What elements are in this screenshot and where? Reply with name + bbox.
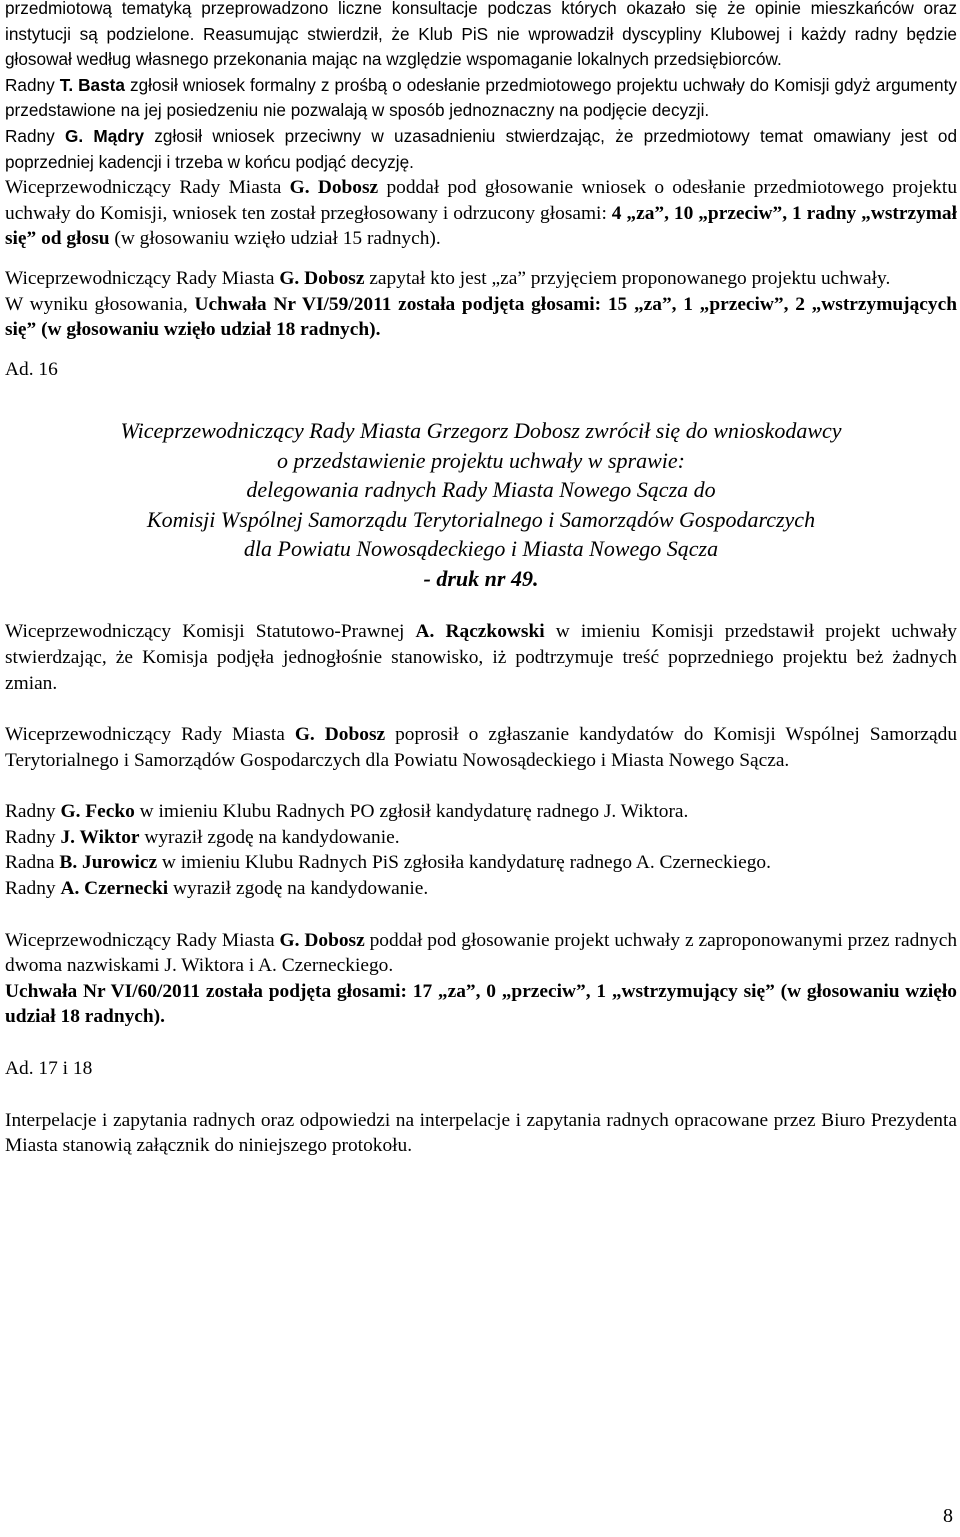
paragraph-jurowicz bbox=[5, 850, 957, 876]
text-pre: W wyniku głosowania, bbox=[5, 293, 195, 315]
page-number: 8 bbox=[943, 1505, 953, 1527]
paragraph-czernecki bbox=[5, 876, 957, 902]
text-pre: Wiceprzewodniczący Rady Miasta bbox=[5, 177, 290, 199]
text-pre: Wiceprzewodniczący Rady Miasta bbox=[5, 267, 280, 289]
councillor-name: J. Wiktor bbox=[60, 826, 140, 848]
text-post: zapytał kto jest „za” przyjęciem proponowanego projektu uchwały. bbox=[364, 267, 891, 289]
paragraph-wiktor bbox=[5, 825, 957, 851]
text-pre: Radny bbox=[5, 125, 65, 146]
heading-line: delegowania radnych Rady Miasta Nowego Sącza do bbox=[246, 477, 716, 503]
paragraph-fecko bbox=[5, 799, 957, 825]
councillor-name: G. Dobosz bbox=[289, 177, 379, 199]
text-pre: Radny bbox=[5, 801, 61, 823]
resolution-result: Uchwała Nr VI/59/2011 została podjęta głosami: 15 „za”, 1 „przeciw”, 2 „wstrzymujących się” (w głosowaniu wzięło udział 18 radnych). bbox=[5, 293, 957, 341]
paragraph-dobosz-vote-project bbox=[5, 928, 957, 979]
text-post: poddał pod głosowanie projekt uchwały z zaproponowanymi przez radnych dwoma nazwiskami J. Wiktora i A. Czerneckiego. bbox=[5, 929, 958, 977]
councillor-name: G. Fecko bbox=[60, 801, 135, 823]
heading-line: Wiceprzewodniczący Rady Miasta Grzegorz Dobosz zwrócił się do wnioskodawcy bbox=[120, 418, 842, 444]
agenda-heading bbox=[5, 416, 957, 593]
text-mid: poddał pod głosowanie wniosek o odesłanie przedmiotowego projektu uchwały do Komisji, wniosek ten został przegłosowany i odrzucony głosami: bbox=[5, 177, 958, 224]
text-post: zgłosił wniosek przeciwny w uzasadnieniu stwierdzając, że przedmiotowy temat omawiany jest od poprzedniej kadencji i trzeba w końcu podjąć decyzję. bbox=[5, 125, 958, 172]
text-post: w imieniu Komisji przedstawił projekt uchwały stwierdzając, że Komisja podjęła jednogłośnie stanowisko, iż podtrzymuje treść poprzedniego projektu beż żadnych zmian. bbox=[5, 621, 957, 694]
text-pre: Radna bbox=[5, 852, 60, 874]
councillor-name: G. Dobosz bbox=[294, 724, 386, 746]
heading-druk: - druk nr 49. bbox=[423, 565, 539, 591]
text-post: (w głosowaniu wzięło udział 15 radnych). bbox=[109, 228, 441, 250]
paragraph-raczkowski bbox=[5, 619, 957, 696]
text-post: wyraził zgodę na kandydowanie. bbox=[139, 826, 400, 848]
agenda-item-16: Ad. 16 bbox=[5, 358, 58, 380]
paragraph-dobosz-candidates bbox=[5, 722, 957, 773]
text-post: w imieniu Klubu Radnych PiS zgłosiła kandydaturę radnego A. Czerneckiego. bbox=[157, 852, 771, 874]
paragraph-dobosz-question bbox=[5, 266, 957, 292]
agenda-item-17-18: Ad. 17 i 18 bbox=[5, 1058, 93, 1080]
text-post: poprosił o zgłaszanie kandydatów do Komisji Wspólnej Samorządu Terytorialnego i Samorządów Gospodarczych dla Powiatu Nowosądeckiego i Miasta Nowego Sącza. bbox=[5, 724, 958, 771]
text-pre: Radny bbox=[5, 74, 60, 95]
text-post: wyraził zgodę na kandydowanie. bbox=[168, 878, 429, 900]
document-page bbox=[5, 0, 957, 1159]
paragraph-resolution-59 bbox=[5, 292, 957, 343]
vote-result: 4 „za”, 10 „przeciw”, 1 radny „wstrzymał się” od głosu bbox=[5, 202, 957, 250]
paragraph-basta-motion bbox=[5, 73, 957, 124]
councillor-name: G. Dobosz bbox=[279, 267, 365, 289]
paragraph-madry-motion bbox=[5, 124, 957, 175]
text-pre: Wiceprzewodniczący Rady Miasta bbox=[5, 929, 280, 951]
paragraph-consultations: przedmiotową tematyką przeprowadzono liczne konsultacje podczas których okazało się że opinie mieszkańców oraz instytucji są podzielone. Reasumując stwierdził, że Klub PiS nie wprowadził dyscypliny Klubowej i każdy radny będzie głosował według własnego przekonania mając na względzie wspomaganie lokalnych przedsiębiorców. bbox=[5, 0, 957, 70]
text-pre: Wiceprzewodniczący Rady Miasta bbox=[5, 724, 295, 746]
text-post: zgłosił wniosek formalny z prośbą o odesłanie przedmiotowego projektu uchwały do Komisji gdyż argumenty przedstawione na jej posiedzeniu nie pozwalają w sposób jednoznaczny na podjęcie decyzji. bbox=[5, 74, 957, 121]
text-pre: Radny bbox=[5, 878, 61, 900]
text-pre: Wiceprzewodniczący Komisji Statutowo-Prawnej bbox=[5, 621, 416, 643]
heading-line: dla Powiatu Nowosądeckiego i Miasta Nowego Sącza bbox=[243, 536, 719, 562]
text-post: w imieniu Klubu Radnych PO zgłosił kandydaturę radnego J. Wiktora. bbox=[134, 801, 689, 823]
heading-line: Komisji Wspólnej Samorządu Terytorialnego i Samorządów Gospodarczych bbox=[146, 506, 816, 532]
paragraph-resolution-60: Uchwała Nr VI/60/2011 została podjęta głosami: 17 „za”, 0 „przeciw”, 1 „wstrzymujący się” (w głosowaniu wzięło udział 18 radnych). bbox=[5, 980, 957, 1028]
councillor-name: A. Czernecki bbox=[60, 878, 169, 900]
text-pre: Radny bbox=[5, 826, 61, 848]
paragraph-dobosz-vote-motion bbox=[5, 175, 957, 252]
councillor-name: T. Basta bbox=[59, 74, 125, 95]
councillor-name: G. Dobosz bbox=[279, 929, 365, 951]
paragraph-interpelacje: Interpelacje i zapytania radnych oraz odpowiedzi na interpelacje i zapytania radnych opracowane przez Biuro Prezydenta Miasta stanowią załącznik do niniejszego protokołu. bbox=[5, 1109, 957, 1157]
heading-line: o przedstawienie projektu uchwały w sprawie: bbox=[277, 447, 685, 473]
councillor-name: B. Jurowicz bbox=[59, 852, 158, 874]
councillor-name: A. Rączkowski bbox=[415, 621, 545, 643]
councillor-name: G. Mądry bbox=[64, 125, 145, 146]
